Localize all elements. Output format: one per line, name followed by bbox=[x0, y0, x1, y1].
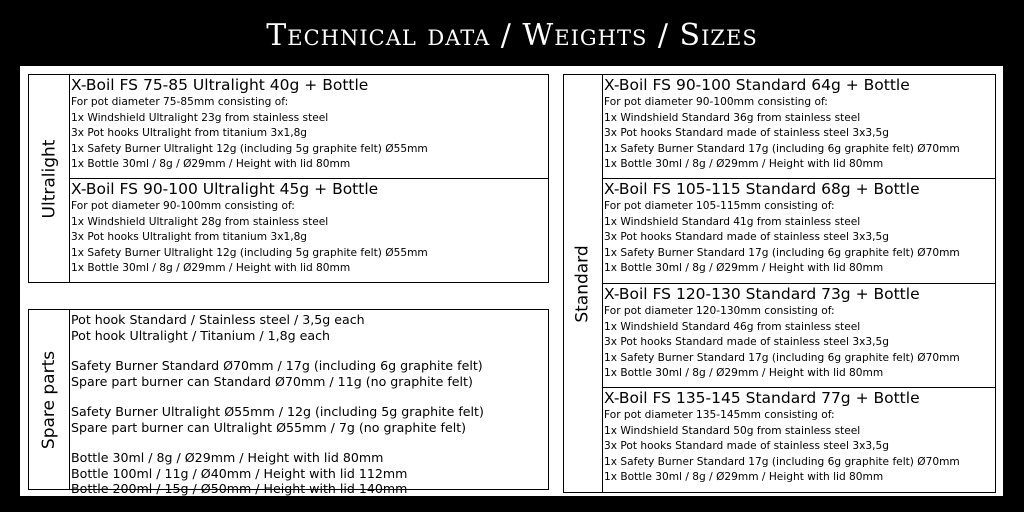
spec-line: 1x Bottle 30ml / 8g / Ø29mm / Height with lid 80mm bbox=[604, 158, 884, 170]
spec-line: 1x Safety Burner Standard 17g (including 6g graphite felt) Ø70mm bbox=[604, 351, 960, 364]
spec-line: 1x Safety Burner Standard 17g (including 6g graphite felt) Ø70mm bbox=[604, 246, 960, 259]
spare-parts-list bbox=[69, 310, 548, 496]
spec-line: 1x Windshield Ultralight 28g from stainless steel bbox=[71, 215, 329, 228]
spec-line: 1x Bottle 30ml / 8g / Ø29mm / Height with lid 80mm bbox=[71, 262, 351, 274]
spare-part-line: Bottle 200ml / 15g / Ø50mm / Height with lid 140mm bbox=[71, 481, 408, 496]
spec-line: 1x Bottle 30ml / 8g / Ø29mm / Height with lid 80mm bbox=[604, 367, 884, 379]
product-heading: X-Boil FS 75-85 Ultralight 40g + Bottle bbox=[71, 76, 369, 94]
spare-parts-section bbox=[28, 309, 549, 496]
product-item bbox=[602, 179, 995, 284]
spec-line: 1x Safety Burner Standard 17g (including 6g graphite felt) Ø70mm bbox=[604, 142, 960, 155]
spec-line: 1x Bottle 30ml / 8g / Ø29mm / Height with lid 80mm bbox=[604, 262, 884, 274]
product-heading: X-Boil FS 105-115 Standard 68g + Bottle bbox=[604, 180, 920, 198]
product-item bbox=[602, 284, 995, 388]
ultralight-items bbox=[69, 75, 548, 282]
spec-line: 3x Pot hooks Standard made of stainless steel 3x3,5g bbox=[604, 231, 889, 243]
spec-line: For pot diameter 135-145mm consisting of: bbox=[604, 409, 835, 421]
spec-line: 3x Pot hooks Standard made of stainless steel 3x3,5g bbox=[604, 127, 889, 139]
spec-line: 1x Windshield Standard 36g from stainless steel bbox=[604, 111, 861, 124]
spec-line: 1x Safety Burner Standard 17g (including 6g graphite felt) Ø70mm bbox=[604, 455, 960, 468]
spec-line: For pot diameter 105-115mm consisting of: bbox=[604, 200, 835, 212]
data-panel bbox=[20, 66, 1003, 496]
spec-line: 3x Pot hooks Standard made of stainless steel 3x3,5g bbox=[604, 440, 889, 452]
spare-part-line: Safety Burner Ultralight Ø55mm / 12g (including 5g graphite felt) bbox=[71, 404, 484, 419]
spec-line: 1x Windshield Standard 41g from stainless steel bbox=[604, 215, 861, 228]
spare-parts-label: Spare parts bbox=[39, 350, 60, 449]
product-heading: X-Boil FS 135-145 Standard 77g + Bottle bbox=[604, 389, 920, 407]
product-item bbox=[602, 388, 995, 492]
spec-line: 1x Windshield Standard 50g from stainless steel bbox=[604, 424, 861, 437]
product-heading: X-Boil FS 120-130 Standard 73g + Bottle bbox=[604, 285, 920, 303]
standard-section bbox=[563, 74, 996, 493]
spec-line: 1x Windshield Standard 46g from stainless steel bbox=[604, 320, 861, 333]
spec-line: 1x Bottle 30ml / 8g / Ø29mm / Height with lid 80mm bbox=[71, 158, 351, 170]
spare-part-line: Pot hook Ultralight / Titanium / 1,8g each bbox=[71, 327, 331, 343]
product-heading: X-Boil FS 90-100 Standard 64g + Bottle bbox=[604, 76, 910, 94]
standard-label: Standard bbox=[573, 244, 593, 323]
spare-part-line: Spare part burner can Ultralight Ø55mm / 7g (no graphite felt) bbox=[71, 419, 467, 435]
ultralight-label: Ultralight bbox=[39, 139, 60, 218]
product-item bbox=[69, 179, 548, 282]
spec-line: 1x Safety Burner Ultralight 12g (including 5g graphite felt) Ø55mm bbox=[71, 246, 428, 259]
spare-part-line: Pot hook Standard / Stainless steel / 3,5g each bbox=[71, 312, 365, 327]
spare-part-line: Safety Burner Standard Ø70mm / 17g (including 6g graphite felt) bbox=[71, 358, 483, 373]
spare-part-line: Spare part burner can Standard Ø70mm / 11g (no graphite felt) bbox=[71, 373, 473, 389]
spec-line: For pot diameter 120-130mm consisting of: bbox=[604, 305, 835, 317]
product-item bbox=[69, 75, 548, 179]
product-item bbox=[602, 75, 995, 179]
standard-side-label bbox=[564, 75, 603, 492]
spare-part-line: Bottle 30ml / 8g / Ø29mm / Height with lid 80mm bbox=[71, 450, 384, 465]
ultralight-section bbox=[28, 74, 549, 283]
spare-parts-side-label bbox=[29, 310, 70, 489]
spec-line: For pot diameter 90-100mm consisting of: bbox=[604, 96, 828, 108]
spec-line: 1x Safety Burner Ultralight 12g (including 5g graphite felt) Ø55mm bbox=[71, 142, 428, 155]
spec-line: 3x Pot hooks Ultralight from titanium 3x1,8g bbox=[71, 231, 308, 243]
spec-line: For pot diameter 90-100mm consisting of: bbox=[71, 200, 295, 212]
ultralight-side-label bbox=[29, 75, 70, 282]
page-title: Technical data / Weights / Sizes bbox=[266, 18, 758, 53]
standard-items bbox=[602, 75, 995, 492]
spec-line: 3x Pot hooks Ultralight from titanium 3x1,8g bbox=[71, 127, 308, 139]
product-heading: X-Boil FS 90-100 Ultralight 45g + Bottle bbox=[71, 180, 379, 198]
spec-line: 3x Pot hooks Standard made of stainless steel 3x3,5g bbox=[604, 336, 889, 348]
spec-line: 1x Windshield Ultralight 23g from stainless steel bbox=[71, 111, 329, 124]
spec-line: 1x Bottle 30ml / 8g / Ø29mm / Height with lid 80mm bbox=[604, 471, 884, 483]
spare-part-line: Bottle 100ml / 11g / Ø40mm / Height with lid 112mm bbox=[71, 465, 408, 481]
spec-line: For pot diameter 75-85mm consisting of: bbox=[71, 96, 289, 108]
